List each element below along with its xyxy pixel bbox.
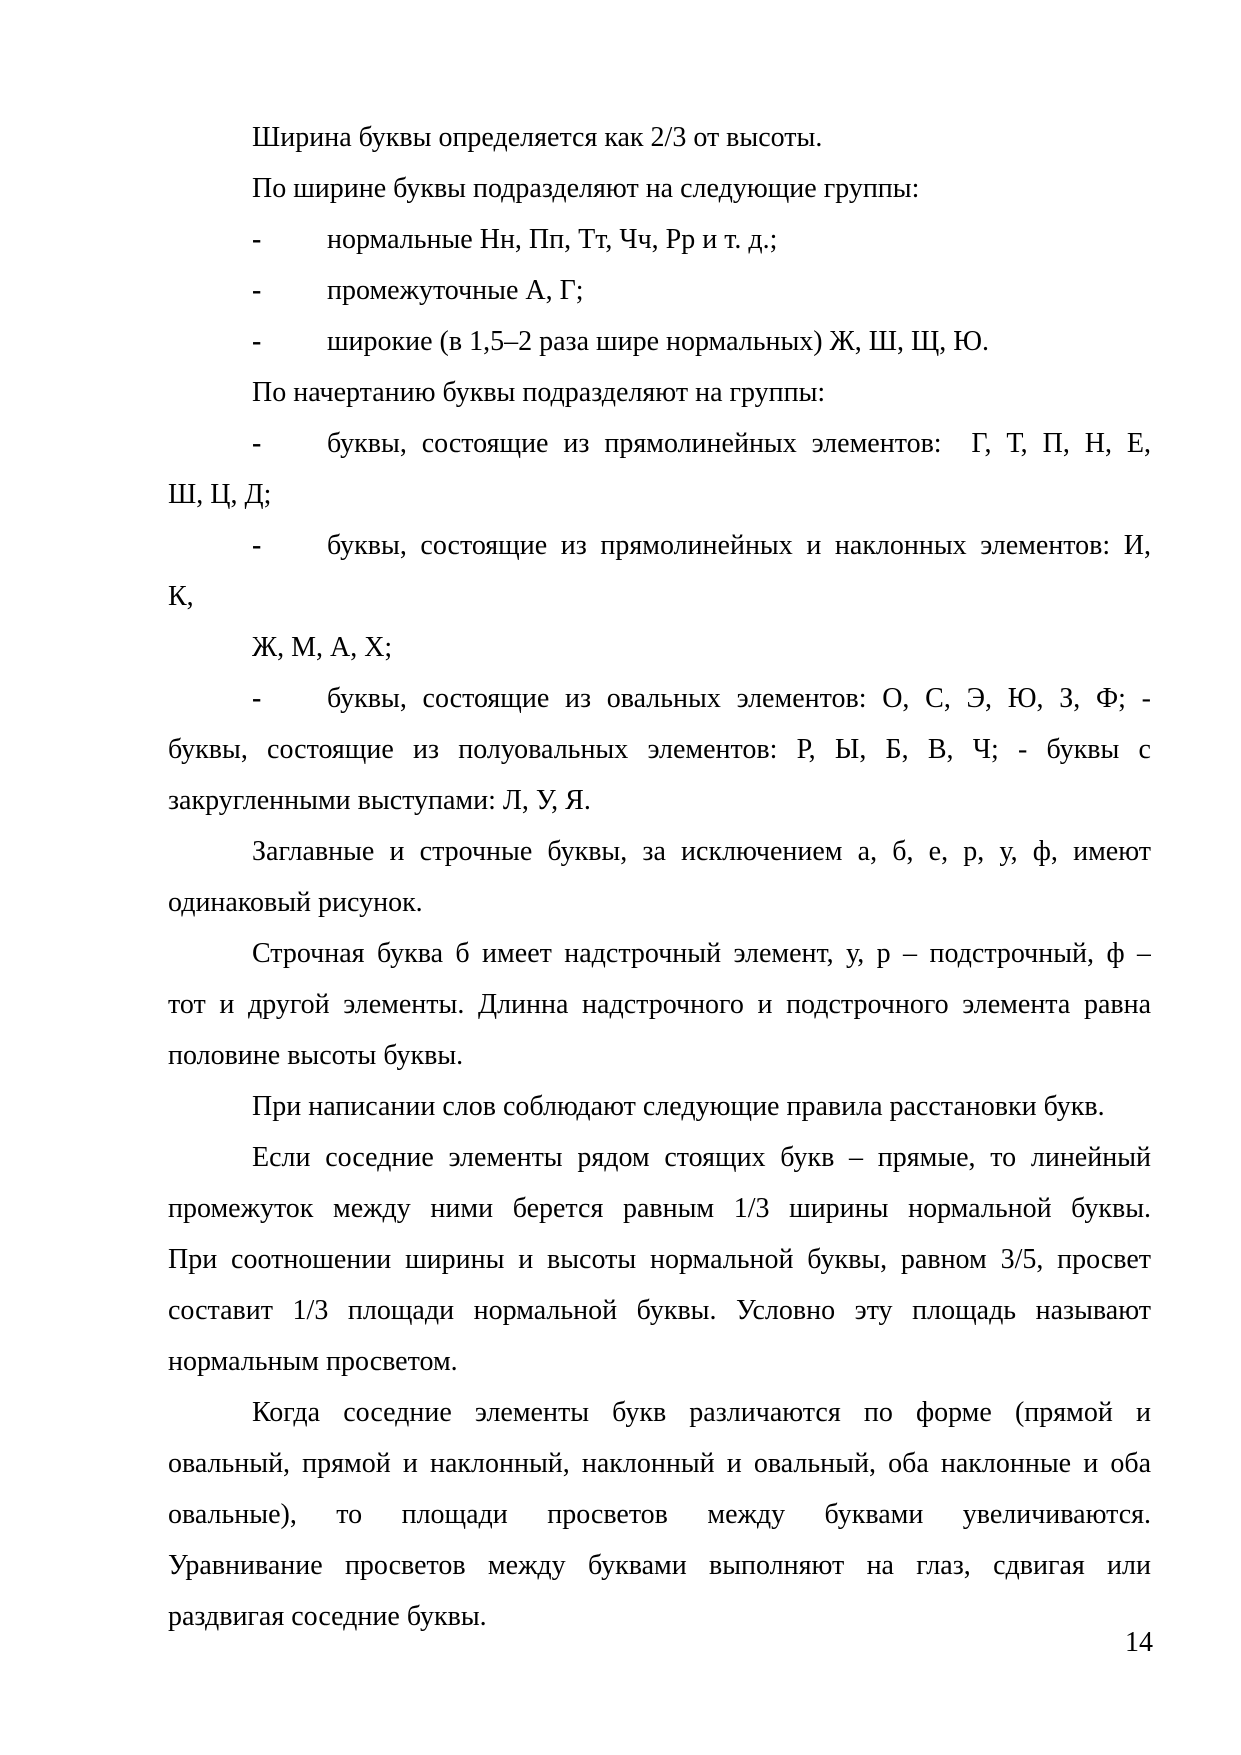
bullet-dash: -: [252, 428, 262, 459]
bullet-dash: -: [252, 326, 262, 357]
text-line: По ширине буквы подразделяют на следующие группы:: [252, 173, 920, 204]
text-line: При написании слов соблюдают следующие правила расстановки букв.: [252, 1091, 1105, 1122]
text-line: овальные), то площади просветов между буквами увеличиваются.: [168, 1499, 1151, 1530]
line-text: нормальные Нн, Пп, Тт, Чч, Рр и т. д.;: [327, 224, 778, 255]
bullet-dash: -: [252, 224, 262, 255]
line-text: промежуточные А, Г;: [327, 275, 584, 306]
line-text: буквы, состоящие из прямолинейных и наклонных элементов: И,: [327, 530, 1151, 561]
line-text: буквы, состоящие из овальных элементов: О, С, Э, Ю, З, Ф; -: [327, 683, 1151, 714]
bullet-line: [168, 316, 1151, 367]
bullet-line: [168, 673, 1151, 724]
text-line: По начертанию буквы подразделяют на группы:: [252, 377, 826, 408]
text-line: Ж, М, А, Х;: [252, 632, 393, 663]
text-line: одинаковый рисунок.: [168, 887, 423, 918]
line-text: буквы, состоящие из прямолинейных элементов: Г, Т, П, Н, Е,: [327, 428, 1151, 459]
text-block: [168, 112, 1151, 1642]
bullet-line: [168, 214, 1151, 265]
bullet-line: [168, 520, 1151, 571]
text-line: Заглавные и строчные буквы, за исключением а, б, е, р, у, ф, имеют: [252, 836, 1151, 867]
text-line: половине высоты буквы.: [168, 1040, 464, 1071]
text-line: тот и другой элементы. Длинна надстрочного и подстрочного элемента равна: [168, 989, 1151, 1020]
bullet-line: [168, 265, 1151, 316]
text-line: промежуток между ними берется равным 1/3 ширины нормальной буквы.: [168, 1193, 1151, 1224]
text-line: К,: [168, 581, 194, 612]
text-line: Ширина буквы определяется как 2/3 от высоты.: [252, 122, 823, 153]
text-line: При соотношении ширины и высоты нормальной буквы, равном 3/5, просвет: [168, 1244, 1151, 1275]
text-line: Если соседние элементы рядом стоящих букв – прямые, то линейный: [252, 1142, 1151, 1173]
bullet-dash: -: [252, 683, 262, 714]
line-text: широкие (в 1,5–2 раза шире нормальных) Ж, Ш, Щ, Ю.: [327, 326, 989, 357]
text-line: Ш, Ц, Д;: [168, 479, 272, 510]
text-line: Строчная буква б имеет надстрочный элемент, у, р – подстрочный, ф –: [252, 938, 1151, 969]
bullet-line: [168, 418, 1151, 469]
text-line: закругленными выступами: Л, У, Я.: [168, 785, 591, 816]
text-line: овальный, прямой и наклонный, наклонный и овальный, оба наклонные и оба: [168, 1448, 1151, 1479]
text-line: раздвигая соседние буквы.: [168, 1601, 487, 1632]
bullet-dash: -: [252, 530, 262, 561]
text-line: нормальным просветом.: [168, 1346, 458, 1377]
bullet-dash: -: [252, 275, 262, 306]
text-line: Когда соседние элементы букв различаются по форме (прямой и: [252, 1397, 1151, 1428]
text-line: буквы, состоящие из полуовальных элементов: Р, Ы, Б, В, Ч; - буквы с: [168, 734, 1151, 765]
text-line: составит 1/3 площади нормальной буквы. Условно эту площадь называют: [168, 1295, 1151, 1326]
text-line: Уравнивание просветов между буквами выполняют на глаз, сдвигая или: [168, 1550, 1151, 1581]
page-number: 14: [1125, 1627, 1153, 1658]
